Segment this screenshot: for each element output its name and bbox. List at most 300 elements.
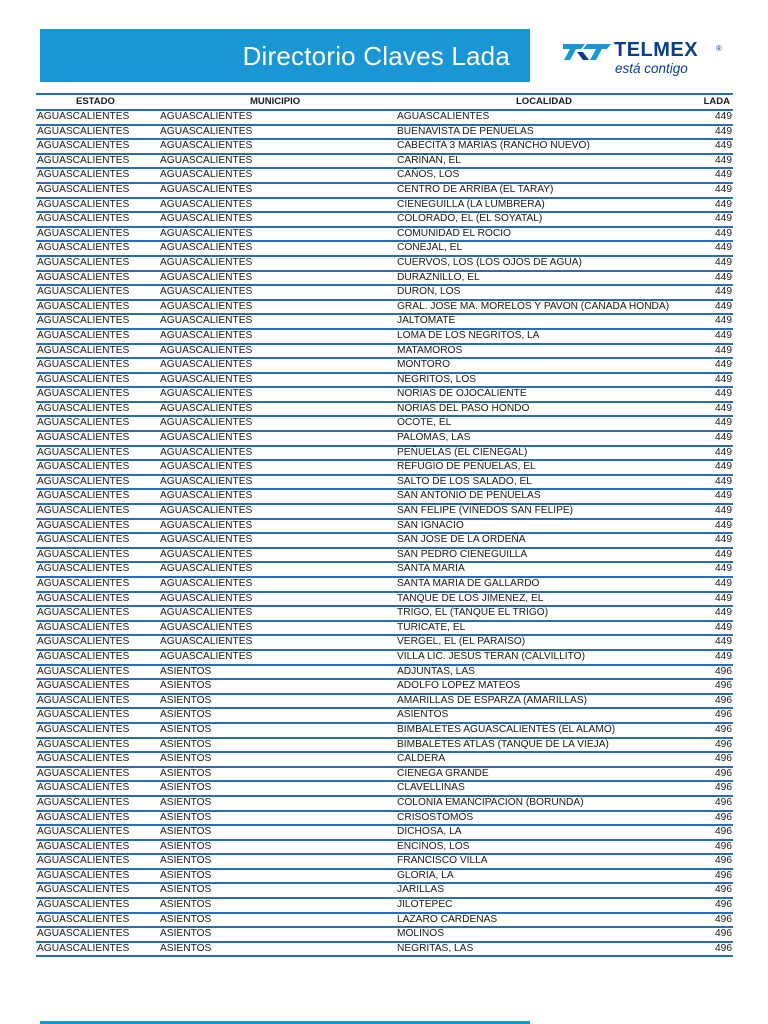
cell-lada: 496 — [715, 694, 732, 706]
table-row — [36, 636, 733, 651]
cell-estado: AGUASCALIENTES — [37, 899, 130, 911]
cell-estado: AGUASCALIENTES — [37, 125, 130, 137]
table-row — [36, 870, 733, 885]
cell-estado: AGUASCALIENTES — [37, 592, 130, 604]
cell-lada: 496 — [715, 855, 732, 867]
table-row — [36, 388, 733, 403]
registered-mark: ® — [716, 44, 722, 53]
cell-municipio: AGUASCALIENTES — [160, 388, 253, 400]
cell-estado: AGUASCALIENTES — [37, 621, 130, 633]
cell-localidad: DICHOSA, LA — [397, 826, 462, 838]
table-row — [36, 155, 733, 170]
cell-localidad: CONEJAL, EL — [397, 242, 463, 254]
cell-localidad: AGUASCALIENTES — [397, 111, 490, 122]
cell-localidad: SAN IGNACIO — [397, 519, 464, 531]
cell-estado: AGUASCALIENTES — [37, 140, 130, 152]
table-row — [36, 812, 733, 827]
table-row — [36, 855, 733, 870]
cell-localidad: CABECITA 3 MARIAS (RANCHO NUEVO) — [397, 140, 590, 152]
cell-estado: AGUASCALIENTES — [37, 519, 130, 531]
brand-tagline: está contigo — [615, 61, 688, 76]
cell-estado: AGUASCALIENTES — [37, 840, 130, 852]
cell-municipio: AGUASCALIENTES — [160, 592, 253, 604]
cell-municipio: ASIENTOS — [160, 913, 212, 925]
cell-estado: AGUASCALIENTES — [37, 213, 130, 225]
cell-estado: AGUASCALIENTES — [37, 826, 130, 838]
cell-localidad: ENCINOS, LOS — [397, 840, 470, 852]
cell-municipio: AGUASCALIENTES — [160, 286, 253, 298]
table-row — [36, 520, 733, 535]
table-row — [36, 709, 733, 724]
cell-municipio: AGUASCALIENTES — [160, 242, 253, 254]
cell-municipio: ASIENTOS — [160, 753, 212, 765]
cell-localidad: ADJUNTAS, LAS — [397, 665, 475, 677]
cell-municipio: AGUASCALIENTES — [160, 636, 253, 648]
cell-municipio: AGUASCALIENTES — [160, 534, 253, 546]
cell-municipio: AGUASCALIENTES — [160, 140, 253, 152]
cell-lada: 449 — [715, 607, 732, 619]
table-row — [36, 593, 733, 608]
cell-lada: 449 — [715, 475, 732, 487]
brand-name: TELMEX — [614, 39, 699, 61]
cell-estado: AGUASCALIENTES — [37, 869, 130, 881]
table-row — [36, 242, 733, 257]
cell-lada: 449 — [715, 344, 732, 356]
cell-localidad: SANTA MARIA DE GALLARDO — [397, 578, 540, 589]
cell-estado: AGUASCALIENTES — [37, 461, 130, 473]
cell-estado: AGUASCALIENTES — [37, 198, 130, 210]
cell-municipio: ASIENTOS — [160, 899, 212, 911]
cell-municipio: ASIENTOS — [160, 782, 212, 794]
cell-localidad: GLORIA, LA — [397, 869, 454, 881]
cell-municipio: AGUASCALIENTES — [160, 154, 253, 166]
cell-municipio: ASIENTOS — [160, 796, 212, 808]
cell-lada: 449 — [715, 621, 732, 633]
cell-localidad: SAN FELIPE (VIÑEDOS SAN FELIPE) — [397, 505, 574, 517]
telmex-logo — [563, 38, 733, 80]
cell-municipio: AGUASCALIENTES — [160, 490, 253, 502]
cell-municipio: ASIENTOS — [160, 855, 212, 867]
cell-estado: AGUASCALIENTES — [37, 242, 130, 254]
cell-localidad: DURON, LOS — [397, 286, 461, 298]
cell-estado: AGUASCALIENTES — [37, 884, 130, 896]
cell-lada: 449 — [715, 534, 732, 546]
cell-municipio: AGUASCALIENTES — [160, 578, 253, 589]
cell-estado: AGUASCALIENTES — [37, 548, 130, 560]
table-row — [36, 461, 733, 476]
table-row — [36, 753, 733, 768]
cell-localidad: ADOLFO LOPEZ MATEOS — [397, 680, 521, 692]
column-header-lada: LADA — [703, 96, 730, 107]
table-row — [36, 899, 733, 914]
cell-lada: 449 — [715, 461, 732, 473]
table-row — [36, 826, 733, 841]
telmex-logo-icon — [563, 40, 611, 62]
cell-estado: AGUASCALIENTES — [37, 796, 130, 808]
cell-lada: 496 — [715, 723, 732, 735]
cell-estado: AGUASCALIENTES — [37, 942, 130, 954]
table-row — [36, 403, 733, 418]
cell-municipio: AGUASCALIENTES — [160, 446, 253, 458]
cell-municipio: AGUASCALIENTES — [160, 548, 253, 560]
cell-lada: 496 — [715, 942, 732, 954]
cell-localidad: BIMBALETES AGUASCALIENTES (EL ALAMO) — [397, 723, 616, 735]
cell-localidad: MOLINOS — [397, 928, 444, 940]
cell-estado: AGUASCALIENTES — [37, 169, 130, 181]
cell-estado: AGUASCALIENTES — [37, 388, 130, 400]
cell-lada: 496 — [715, 899, 732, 911]
table-row — [36, 417, 733, 432]
cell-localidad: REFUGIO DE PEÑUELAS, EL — [397, 461, 536, 473]
cell-lada: 449 — [715, 505, 732, 517]
table-row — [36, 841, 733, 856]
cell-lada: 449 — [715, 650, 732, 662]
table-row — [36, 578, 733, 593]
cell-localidad: CLAVELLINAS — [397, 782, 465, 794]
cell-municipio: AGUASCALIENTES — [160, 621, 253, 633]
cell-estado: AGUASCALIENTES — [37, 315, 130, 327]
table-row — [36, 228, 733, 243]
cell-municipio: AGUASCALIENTES — [160, 373, 253, 385]
table-row — [36, 534, 733, 549]
cell-estado: AGUASCALIENTES — [37, 111, 130, 122]
cell-localidad: GRAL. JOSE MA. MORELOS Y PAVON (CAÑADA HONDA) — [397, 300, 670, 312]
cell-estado: AGUASCALIENTES — [37, 607, 130, 619]
cell-lada: 449 — [715, 125, 732, 137]
cell-lada: 449 — [715, 519, 732, 531]
table-row — [36, 928, 733, 943]
table-row — [36, 432, 733, 447]
cell-lada: 496 — [715, 884, 732, 896]
cell-lada: 496 — [715, 767, 732, 779]
cell-lada: 449 — [715, 271, 732, 283]
cell-municipio: AGUASCALIENTES — [160, 607, 253, 619]
table-row — [36, 301, 733, 316]
cell-lada: 449 — [715, 578, 732, 589]
cell-lada: 496 — [715, 782, 732, 794]
cell-estado: AGUASCALIENTES — [37, 811, 130, 823]
cell-municipio: ASIENTOS — [160, 665, 212, 677]
table-row — [36, 549, 733, 564]
cell-lada: 449 — [715, 548, 732, 560]
cell-localidad: NORIAS DE OJOCALIENTE — [397, 388, 527, 400]
cell-lada: 449 — [715, 446, 732, 458]
cell-localidad: ASIENTOS — [397, 709, 449, 721]
column-header-estado: ESTADO — [76, 96, 115, 107]
cell-municipio: AGUASCALIENTES — [160, 402, 253, 414]
cell-municipio: AGUASCALIENTES — [160, 432, 253, 444]
cell-localidad: CIENEGUILLA (LA LUMBRERA) — [397, 198, 545, 210]
cell-estado: AGUASCALIENTES — [37, 417, 130, 429]
table-row — [36, 490, 733, 505]
table-row — [36, 622, 733, 637]
table-row — [36, 184, 733, 199]
table-row — [36, 563, 733, 578]
cell-localidad: CAÑOS, LOS — [397, 169, 460, 181]
cell-estado: AGUASCALIENTES — [37, 286, 130, 298]
cell-localidad: OCOTE, EL — [397, 417, 452, 429]
cell-municipio: AGUASCALIENTES — [160, 329, 253, 341]
cell-estado: AGUASCALIENTES — [37, 782, 130, 794]
cell-localidad: CRISOSTOMOS — [397, 811, 474, 823]
cell-estado: AGUASCALIENTES — [37, 256, 130, 268]
cell-municipio: ASIENTOS — [160, 811, 212, 823]
table-row — [36, 140, 733, 155]
cell-estado: AGUASCALIENTES — [37, 913, 130, 925]
table-row — [36, 768, 733, 783]
cell-municipio: AGUASCALIENTES — [160, 315, 253, 327]
table-row — [36, 797, 733, 812]
cell-estado: AGUASCALIENTES — [37, 855, 130, 867]
cell-estado: AGUASCALIENTES — [37, 650, 130, 662]
table-row — [36, 447, 733, 462]
table-row — [36, 476, 733, 491]
cell-localidad: BUENAVISTA DE PEÑUELAS — [397, 125, 534, 137]
cell-municipio: AGUASCALIENTES — [160, 111, 253, 122]
table-row — [36, 126, 733, 141]
cell-estado: AGUASCALIENTES — [37, 928, 130, 940]
cell-lada: 449 — [715, 402, 732, 414]
cell-lada: 496 — [715, 826, 732, 838]
cell-localidad: CALDERA — [397, 753, 446, 765]
cell-municipio: AGUASCALIENTES — [160, 300, 253, 312]
cell-municipio: ASIENTOS — [160, 767, 212, 779]
cell-estado: AGUASCALIENTES — [37, 665, 130, 677]
cell-localidad: SAN ANTONIO DE PEÑUELAS — [397, 490, 541, 502]
cell-estado: AGUASCALIENTES — [37, 636, 130, 648]
cell-lada: 496 — [715, 928, 732, 940]
cell-localidad: AMARILLAS DE ESPARZA (AMARILLAS) — [397, 694, 588, 706]
table-row — [36, 286, 733, 301]
cell-localidad: FRANCISCO VILLA — [397, 855, 488, 867]
cell-lada: 496 — [715, 680, 732, 692]
column-header-localidad: LOCALIDAD — [516, 96, 572, 107]
cell-estado: AGUASCALIENTES — [37, 446, 130, 458]
cell-localidad: PALOMAS, LAS — [397, 432, 471, 444]
cell-lada: 449 — [715, 154, 732, 166]
cell-municipio: AGUASCALIENTES — [160, 519, 253, 531]
cell-lada: 449 — [715, 183, 732, 195]
cell-lada: 449 — [715, 359, 732, 371]
table-row — [36, 257, 733, 272]
cell-estado: AGUASCALIENTES — [37, 578, 130, 589]
cell-municipio: AGUASCALIENTES — [160, 169, 253, 181]
cell-lada: 496 — [715, 753, 732, 765]
cell-localidad: CUERVOS, LOS (LOS OJOS DE AGUA) — [397, 256, 582, 268]
table-row — [36, 943, 733, 958]
cell-municipio: ASIENTOS — [160, 680, 212, 692]
cell-municipio: ASIENTOS — [160, 942, 212, 954]
cell-lada: 449 — [715, 213, 732, 225]
cell-estado: AGUASCALIENTES — [37, 694, 130, 706]
cell-estado: AGUASCALIENTES — [37, 271, 130, 283]
cell-municipio: AGUASCALIENTES — [160, 271, 253, 283]
cell-estado: AGUASCALIENTES — [37, 402, 130, 414]
table-row — [36, 374, 733, 389]
cell-lada: 449 — [715, 300, 732, 312]
cell-municipio: AGUASCALIENTES — [160, 650, 253, 662]
cell-lada: 496 — [715, 665, 732, 677]
cell-municipio: AGUASCALIENTES — [160, 183, 253, 195]
table-row — [36, 111, 733, 126]
cell-lada: 449 — [715, 315, 732, 327]
cell-lada: 449 — [715, 198, 732, 210]
cell-lada: 449 — [715, 242, 732, 254]
cell-estado: AGUASCALIENTES — [37, 767, 130, 779]
cell-localidad: PEÑUELAS (EL CIENEGAL) — [397, 446, 528, 458]
cell-lada: 449 — [715, 490, 732, 502]
cell-estado: AGUASCALIENTES — [37, 738, 130, 750]
cell-localidad: JILOTEPEC — [397, 899, 453, 911]
cell-municipio: AGUASCALIENTES — [160, 461, 253, 473]
cell-lada: 496 — [715, 738, 732, 750]
cell-municipio: AGUASCALIENTES — [160, 475, 253, 487]
cell-lada: 449 — [715, 417, 732, 429]
cell-estado: AGUASCALIENTES — [37, 329, 130, 341]
cell-municipio: ASIENTOS — [160, 826, 212, 838]
cell-localidad: CENTRO DE ARRIBA (EL TARAY) — [397, 183, 554, 195]
cell-estado: AGUASCALIENTES — [37, 344, 130, 356]
cell-localidad: NEGRITAS, LAS — [397, 942, 474, 954]
cell-lada: 449 — [715, 388, 732, 400]
cell-lada: 496 — [715, 913, 732, 925]
cell-estado: AGUASCALIENTES — [37, 432, 130, 444]
table-row — [36, 315, 733, 330]
cell-estado: AGUASCALIENTES — [37, 563, 130, 575]
cell-lada: 449 — [715, 169, 732, 181]
cell-lada: 496 — [715, 811, 732, 823]
cell-municipio: ASIENTOS — [160, 869, 212, 881]
table-row — [36, 666, 733, 681]
table-row — [36, 680, 733, 695]
cell-lada: 449 — [715, 373, 732, 385]
cell-estado: AGUASCALIENTES — [37, 709, 130, 721]
table-row — [36, 169, 733, 184]
table-row — [36, 607, 733, 622]
cell-estado: AGUASCALIENTES — [37, 227, 130, 239]
cell-localidad: CARIÑAN, EL — [397, 154, 461, 166]
cell-municipio: ASIENTOS — [160, 738, 212, 750]
cell-localidad: SAN JOSE DE LA ORDEÑA — [397, 534, 526, 546]
table-row — [36, 651, 733, 666]
cell-localidad: COLONIA EMANCIPACION (BORUNDA) — [397, 796, 584, 808]
cell-lada: 496 — [715, 709, 732, 721]
cell-lada: 496 — [715, 796, 732, 808]
cell-lada: 449 — [715, 636, 732, 648]
table-row — [36, 739, 733, 754]
cell-localidad: CIENEGA GRANDE — [397, 767, 489, 779]
cell-estado: AGUASCALIENTES — [37, 154, 130, 166]
cell-localidad: SALTO DE LOS SALADO, EL — [397, 475, 532, 487]
cell-estado: AGUASCALIENTES — [37, 359, 130, 371]
cell-localidad: NORIAS DEL PASO HONDO — [397, 402, 530, 414]
cell-localidad: TRIGO, EL (TANQUE EL TRIGO) — [397, 607, 549, 619]
cell-localidad: MONTORO — [397, 359, 451, 371]
cell-lada: 449 — [715, 140, 732, 152]
table-row — [36, 330, 733, 345]
cell-municipio: AGUASCALIENTES — [160, 563, 253, 575]
table-row — [36, 782, 733, 797]
cell-localidad: TANQUE DE LOS JIMENEZ, EL — [397, 592, 544, 604]
cell-localidad: SAN PEDRO CIENEGUILLA — [397, 548, 528, 560]
cell-localidad: LOMA DE LOS NEGRITOS, LA — [397, 329, 540, 341]
cell-municipio: ASIENTOS — [160, 840, 212, 852]
table-header — [36, 93, 733, 111]
cell-estado: AGUASCALIENTES — [37, 723, 130, 735]
cell-municipio: AGUASCALIENTES — [160, 417, 253, 429]
cell-estado: AGUASCALIENTES — [37, 490, 130, 502]
table-row — [36, 359, 733, 374]
table-row — [36, 724, 733, 739]
cell-lada: 449 — [715, 256, 732, 268]
cell-localidad: NEGRITOS, LOS — [397, 373, 477, 385]
cell-localidad: TURICATE, EL — [397, 621, 466, 633]
lada-directory-table — [36, 93, 733, 957]
table-row — [36, 272, 733, 287]
cell-estado: AGUASCALIENTES — [37, 534, 130, 546]
cell-municipio: ASIENTOS — [160, 723, 212, 735]
cell-lada: 496 — [715, 840, 732, 852]
cell-lada: 449 — [715, 227, 732, 239]
table-row — [36, 213, 733, 228]
cell-estado: AGUASCALIENTES — [37, 753, 130, 765]
cell-lada: 449 — [715, 111, 732, 122]
cell-localidad: VERGEL, EL (EL PARAISO) — [397, 636, 526, 648]
cell-estado: AGUASCALIENTES — [37, 300, 130, 312]
cell-lada: 449 — [715, 329, 732, 341]
cell-localidad: VILLA LIC. JESUS TERAN (CALVILLITO) — [397, 650, 585, 662]
cell-municipio: AGUASCALIENTES — [160, 198, 253, 210]
cell-localidad: BIMBALETES ATLAS (TANQUE DE LA VIEJA) — [397, 738, 609, 750]
table-row — [36, 914, 733, 929]
cell-localidad: LAZARO CARDENAS — [397, 913, 498, 925]
cell-localidad: COLORADO, EL (EL SOYATAL) — [397, 213, 543, 225]
cell-estado: AGUASCALIENTES — [37, 183, 130, 195]
cell-localidad: MATAMOROS — [397, 344, 463, 356]
cell-estado: AGUASCALIENTES — [37, 680, 130, 692]
cell-lada: 496 — [715, 869, 732, 881]
cell-localidad: SANTA MARIA — [397, 563, 465, 575]
cell-municipio: AGUASCALIENTES — [160, 227, 253, 239]
cell-estado: AGUASCALIENTES — [37, 373, 130, 385]
cell-localidad: DURAZNILLO, EL — [397, 271, 480, 283]
table-row — [36, 199, 733, 214]
cell-municipio: AGUASCALIENTES — [160, 256, 253, 268]
table-row — [36, 884, 733, 899]
cell-municipio: AGUASCALIENTES — [160, 344, 253, 356]
cell-municipio: AGUASCALIENTES — [160, 125, 253, 137]
column-header-municipio: MUNICIPIO — [250, 96, 301, 107]
cell-lada: 449 — [715, 563, 732, 575]
cell-municipio: ASIENTOS — [160, 709, 212, 721]
cell-municipio: AGUASCALIENTES — [160, 505, 253, 517]
cell-municipio: AGUASCALIENTES — [160, 359, 253, 371]
header-banner — [40, 29, 530, 82]
cell-localidad: JARILLAS — [397, 884, 444, 896]
cell-lada: 449 — [715, 432, 732, 444]
table-row — [36, 345, 733, 360]
cell-lada: 449 — [715, 286, 732, 298]
cell-municipio: ASIENTOS — [160, 928, 212, 940]
cell-estado: AGUASCALIENTES — [37, 475, 130, 487]
page-title: Directorio Claves Lada — [242, 41, 510, 71]
cell-municipio: ASIENTOS — [160, 884, 212, 896]
cell-localidad: COMUNIDAD EL ROCIO — [397, 227, 511, 239]
cell-lada: 449 — [715, 592, 732, 604]
cell-municipio: AGUASCALIENTES — [160, 213, 253, 225]
cell-estado: AGUASCALIENTES — [37, 505, 130, 517]
table-body — [36, 111, 733, 957]
